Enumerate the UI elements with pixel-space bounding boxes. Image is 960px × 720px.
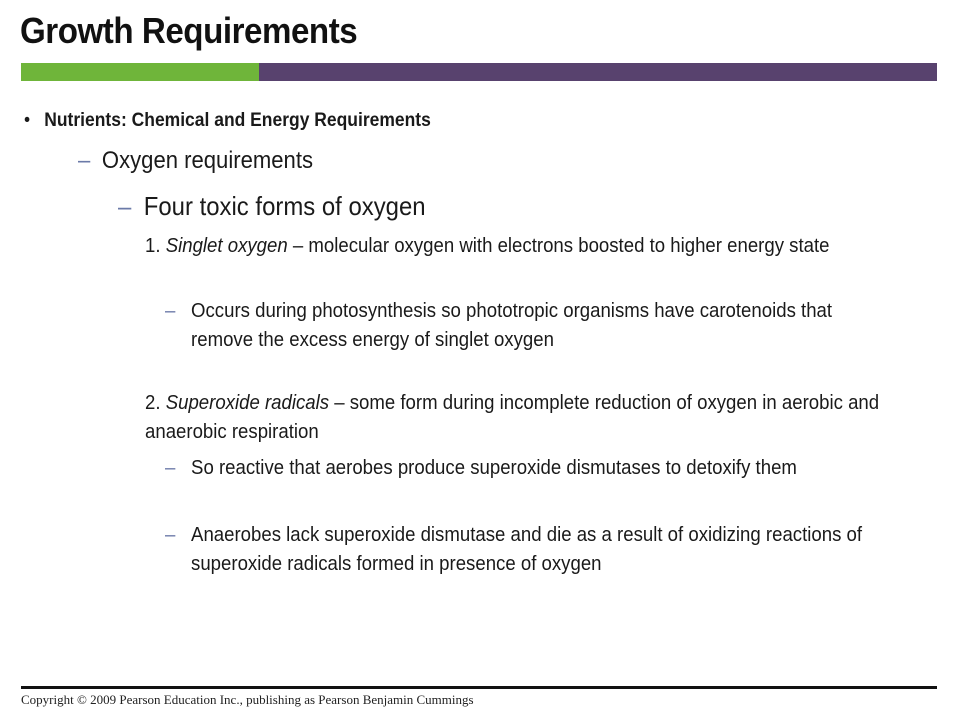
dash-icon: – xyxy=(165,524,176,546)
bullet-nutrients xyxy=(24,110,431,132)
dash-icon: – xyxy=(78,147,91,174)
item-text: – some form during incomplete reduction of oxygen in aerobic and anaerobic respiration xyxy=(145,392,880,443)
item-term: Superoxide radicals xyxy=(165,392,330,414)
level3-toxic-forms xyxy=(118,191,426,222)
copyright-footer: Copyright © 2009 Pearson Education Inc., publishing as Pearson Benjamin Cummings xyxy=(21,692,474,707)
sub-item-text: Occurs during photosynthesis so phototropic organisms have carotenoids that remove the excess energy of singlet oxygen xyxy=(191,300,833,351)
sub-item-text: Anaerobes lack superoxide dismutase and die as a result of oxidizing reactions of superoxide radicals formed in presence of oxygen xyxy=(191,524,863,575)
dash-icon: – xyxy=(165,300,176,322)
item-superoxide-radicals xyxy=(145,389,917,447)
slide-title: Growth Requirements xyxy=(20,10,358,51)
item-singlet-oxygen xyxy=(145,232,870,261)
item-text: – molecular oxygen with electrons boosted to higher energy state xyxy=(292,235,830,257)
dash-icon: – xyxy=(165,457,176,479)
level2-oxygen-requirements xyxy=(78,147,313,175)
title-accent-bar-green xyxy=(21,63,259,81)
sub-item-anaerobes xyxy=(165,521,935,579)
footer-divider xyxy=(21,686,937,689)
item-number: 1. xyxy=(145,235,161,257)
item-number: 2. xyxy=(145,392,161,414)
level3-text: Four toxic forms of oxygen xyxy=(143,191,426,221)
item-term: Singlet oxygen xyxy=(165,235,288,257)
sub-item-aerobes xyxy=(165,454,907,483)
bullet-nutrients-text: Nutrients: Chemical and Energy Requirements xyxy=(44,110,431,131)
sub-item-text: So reactive that aerobes produce superoxide dismutases to detoxify them xyxy=(191,457,797,479)
title-accent-bar-purple xyxy=(259,63,937,81)
level2-text: Oxygen requirements xyxy=(101,147,314,174)
sub-item-photosynthesis xyxy=(165,297,842,355)
bullet-icon: • xyxy=(24,110,31,131)
dash-icon: – xyxy=(118,191,132,221)
